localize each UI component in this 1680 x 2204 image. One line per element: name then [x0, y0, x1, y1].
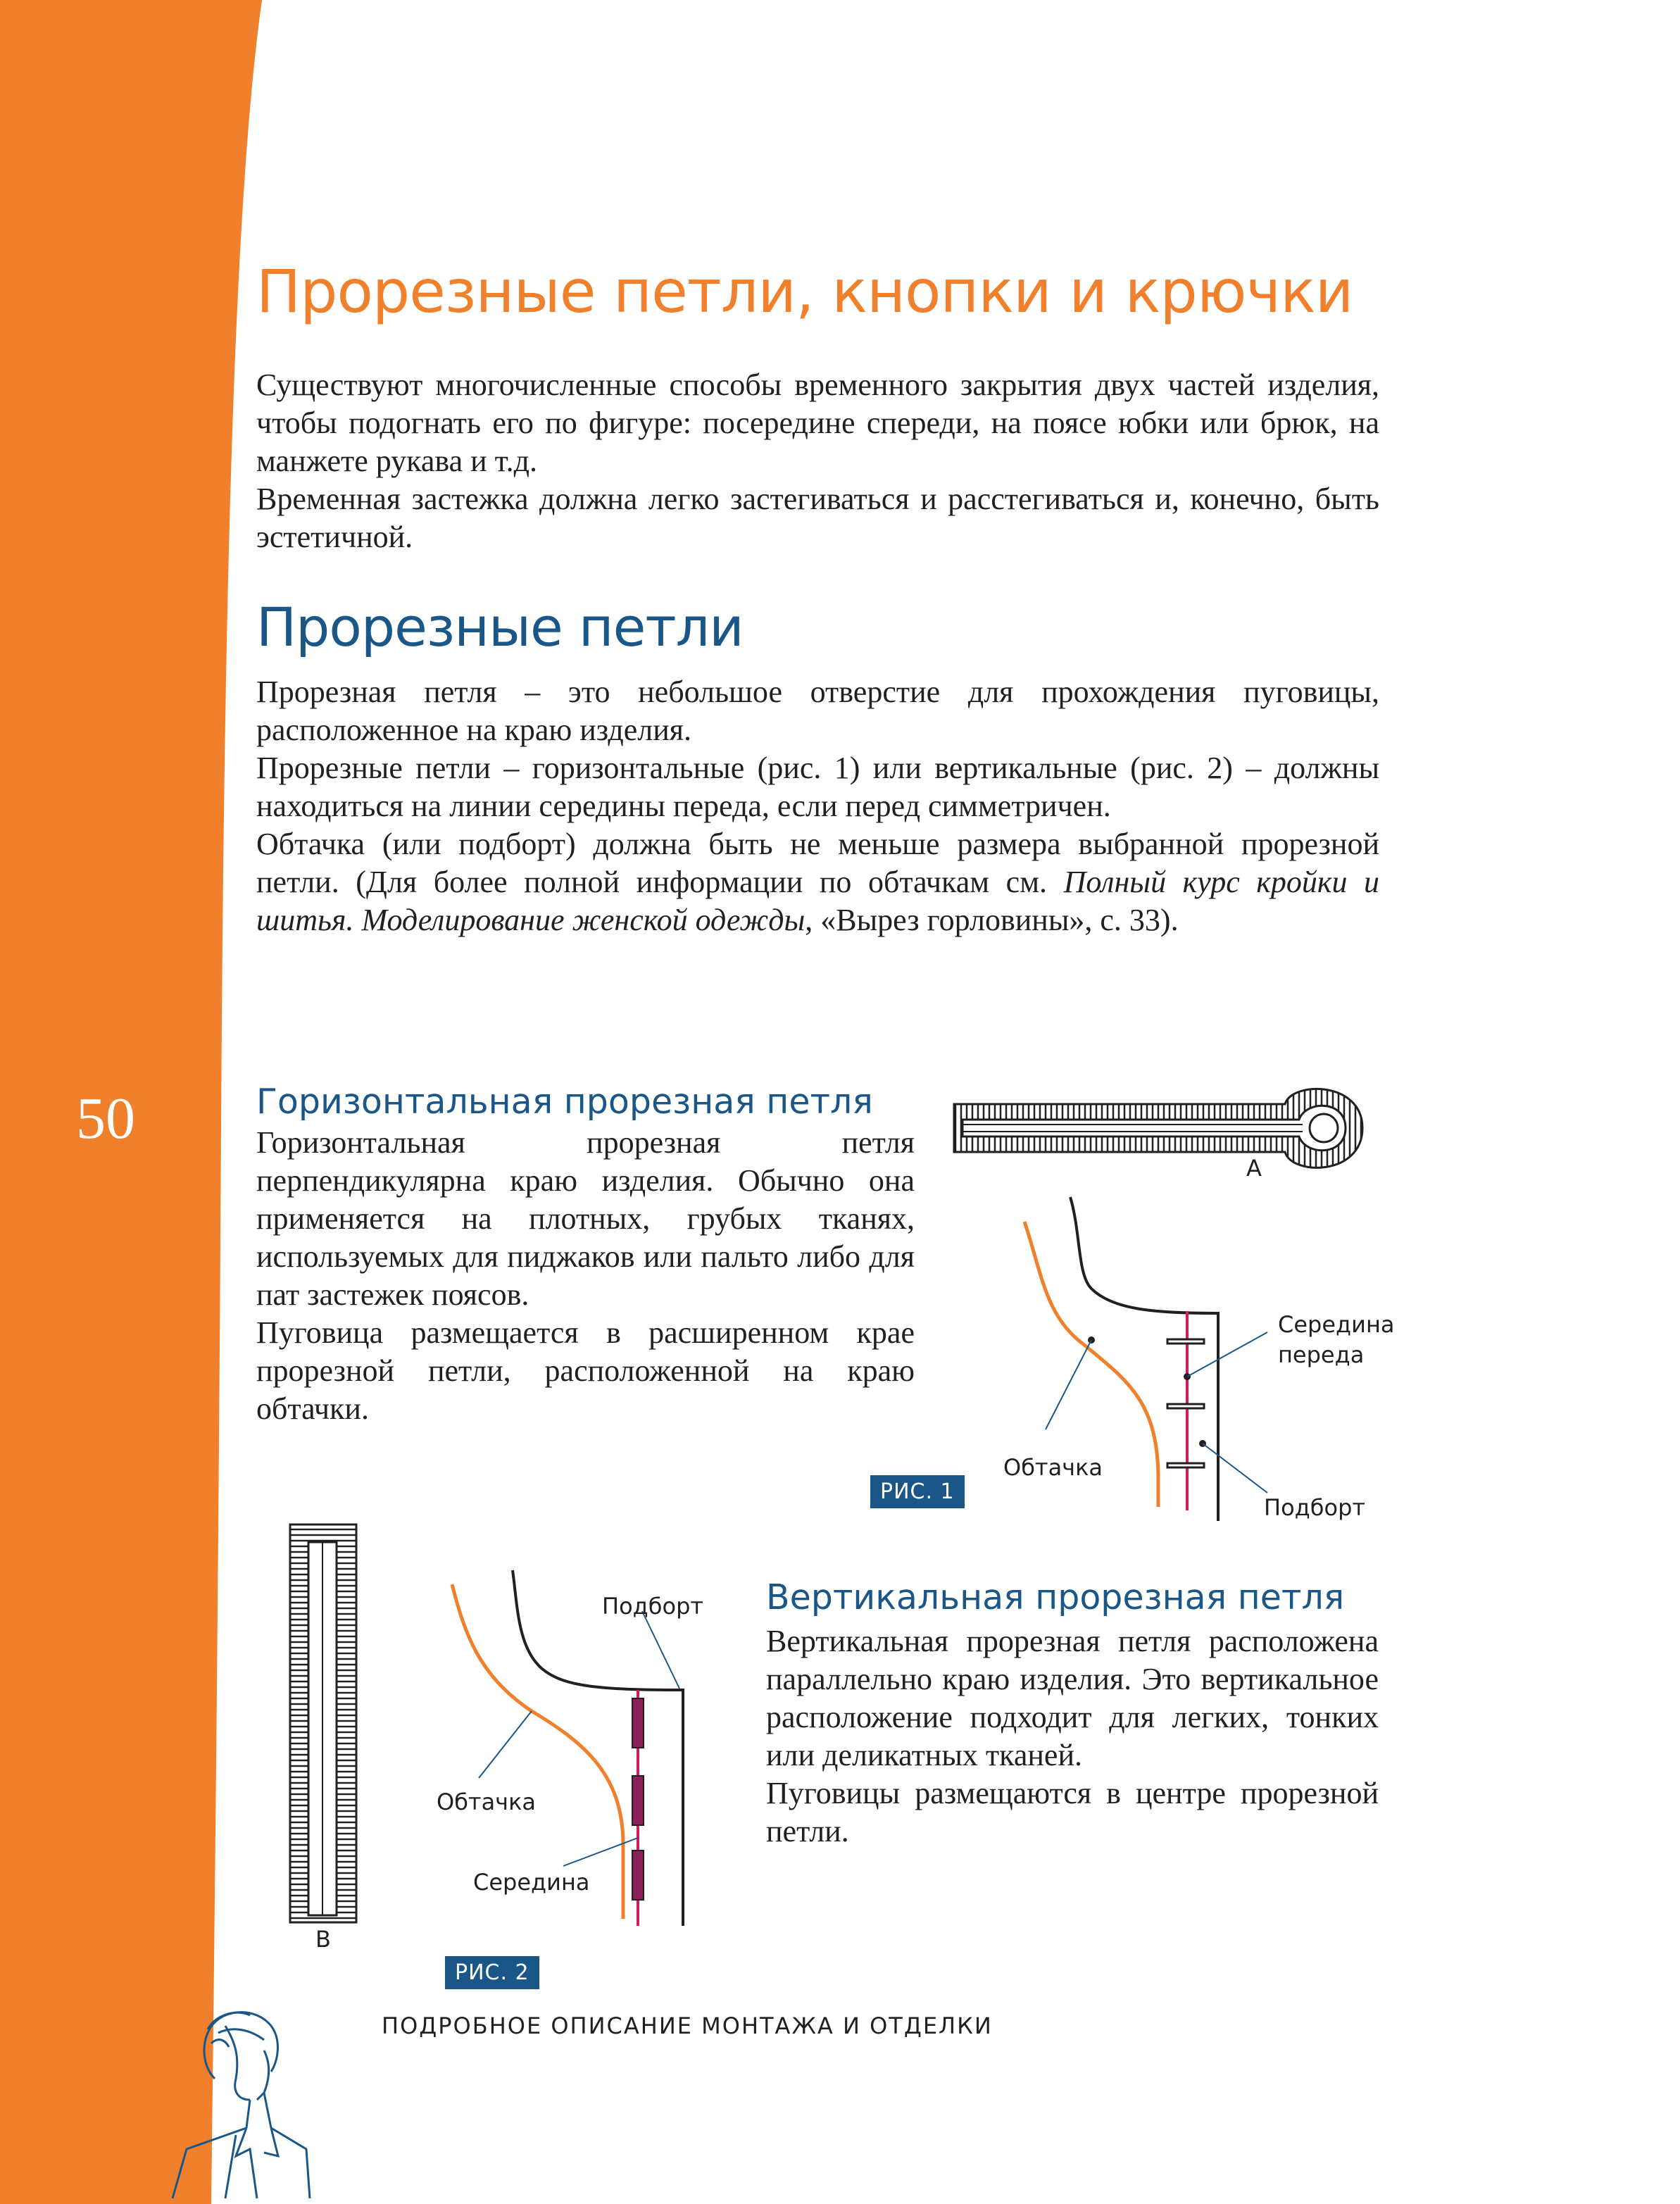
figure1-label-center-2: переда	[1278, 1341, 1365, 1368]
figure1-label-a: А	[1246, 1155, 1262, 1182]
figure1-label-center-1: Середина	[1278, 1311, 1395, 1338]
horizontal-paragraph-1: Горизонтальная прорезная петля перпендикулярна краю изделия. Обычно она применяется на плотных, грубых тканях, используемых для пиджаков или пальто либо для пат застежек поясов.	[256, 1125, 915, 1312]
section-paragraph-3	[256, 825, 1379, 939]
woman-sketch-illustration	[158, 1987, 313, 2198]
running-footer: ПОДРОБНОЕ ОПИСАНИЕ МОНТАЖА И ОТДЕЛКИ	[382, 2012, 993, 2039]
horizontal-paragraph-2: Пуговица размещается в расширенном крае прорезной петли, расположенной на краю обтачки.	[256, 1315, 915, 1426]
section-paragraph-2: Прорезные петли – горизонтальные (рис. 1) или вертикальные (рис. 2) – должны находиться на линии середины переда, если перед симметричен.	[256, 751, 1379, 823]
figure2-caption: РИС. 2	[445, 1956, 539, 1989]
figure1-label-placket: Подборт	[1264, 1494, 1366, 1521]
figure1-label-facing: Обтачка	[1003, 1454, 1103, 1481]
section-text	[256, 673, 1379, 939]
vertical-buttonhole-diagram	[284, 1521, 362, 1922]
vertical-paragraph-1: Вертикальная прорезная петля расположена параллельно краю изделия. Это вертикальное расположение подходит для легких, тонких или деликатных тканей.	[766, 1624, 1379, 1772]
book-reference: Полный курс кройки и шитья. Моделирование женской одежды	[256, 865, 1380, 937]
intro-text	[256, 366, 1379, 556]
section-title: Прорезные петли	[256, 596, 744, 658]
figure1-caption: РИС. 1	[870, 1475, 965, 1508]
page-number: 50	[76, 1086, 135, 1151]
intro-paragraph-2: Временная застежка должна легко застегиваться и расстегиваться и, конечно, быть эстетичной.	[256, 482, 1379, 554]
section-paragraph-3-start: Обтачка (или подборт) должна быть не меньше размера выбранной прорезной петли. (Для более полной информации по обтачкам см.	[256, 827, 1379, 899]
figure2-label-placket: Подборт	[602, 1593, 704, 1620]
section-paragraph-3-end: , «Вырез горловины», с. 33).	[805, 903, 1179, 937]
figure2-label-center: Середина	[473, 1869, 590, 1896]
vertical-paragraph-2: Пуговицы размещаются в центре прорезной петли.	[766, 1776, 1379, 1848]
horizontal-text	[256, 1124, 915, 1428]
page-title: Прорезные петли, кнопки и крючки	[256, 257, 1353, 326]
section-paragraph-1: Прорезная петля – это небольшое отверстие для прохождения пуговицы, расположенное на краю изделия.	[256, 675, 1379, 747]
figure2-label-b: В	[315, 1926, 331, 1953]
vertical-buttonhole-title: Вертикальная прорезная петля	[766, 1577, 1345, 1617]
horizontal-buttonhole-title: Горизонтальная прорезная петля	[256, 1082, 873, 1122]
vertical-text	[766, 1622, 1379, 1851]
intro-paragraph-1: Существуют многочисленные способы временного закрытия двух частей изделия, чтобы подогнать его по фигуре: посередине спереди, на поясе юбки или брюк, на манжете рукава и т.д.	[256, 368, 1379, 478]
figure2-label-facing: Обтачка	[437, 1789, 537, 1815]
keyhole-buttonhole-diagram	[947, 1084, 1384, 1183]
